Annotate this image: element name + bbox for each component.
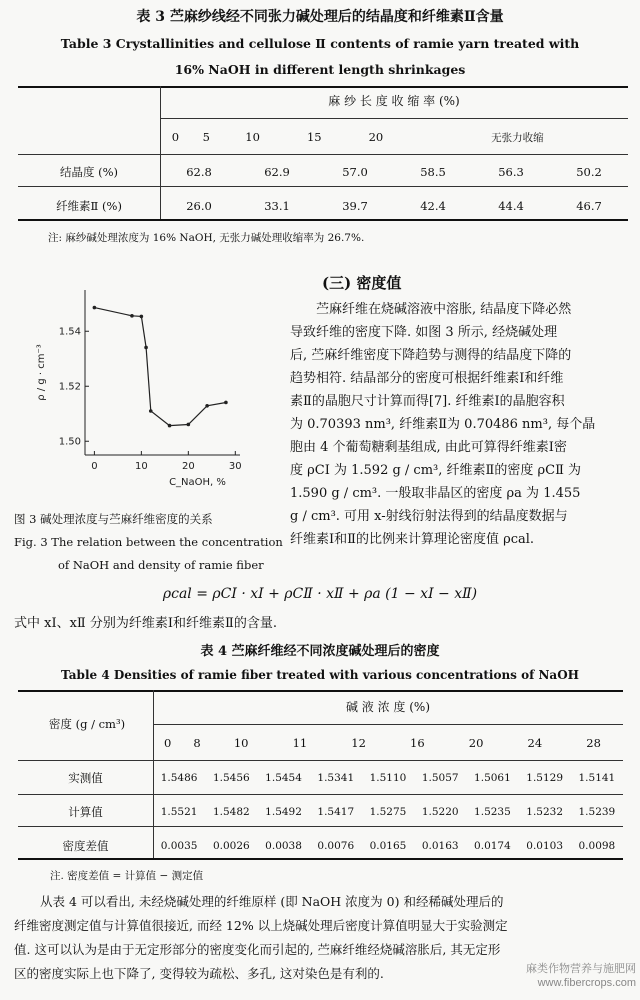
data-point [140, 315, 144, 319]
x-tick-label: 20 [181, 461, 195, 472]
table3-col-header: 20 [368, 130, 384, 144]
table-cell: 1.5235 [474, 806, 511, 818]
watermark-line1: 麻类作物营养与施肥网 [526, 963, 636, 975]
y-axis-label: ρ / g · cm⁻³ [36, 344, 47, 401]
table4-col-header: 20 [468, 736, 484, 750]
table4-title-en: Table 4 Densities of ramie fiber treated with various concentrations of NaOH [61, 668, 579, 682]
table-row [18, 761, 623, 795]
table3-title-en-line1: Table 3 Crystallinities and cellulose Ⅱ contents of ramie yarn treated with [60, 36, 580, 51]
table-cell: 0.0174 [474, 840, 511, 852]
table-cell: 44.4 [498, 199, 524, 213]
table-cell: 1.5492 [265, 806, 302, 818]
body-line: 素Ⅱ的晶胞尺寸计算而得[7]. 纤维素Ⅰ的晶胞容积 [290, 394, 565, 409]
table-cell: 0.0035 [160, 840, 198, 852]
table-cell: 58.5 [420, 165, 446, 179]
y-tick-label: 1.54 [58, 326, 81, 338]
body-line: 1.590 g / cm³. 一般取非晶区的密度 ρa 为 1.455 [290, 486, 581, 501]
table-cell: 42.4 [420, 199, 446, 213]
body-line: 苎麻纤维在烧碱溶液中溶胀, 结晶度下降必然 [316, 302, 572, 317]
table4-row-header: 密度 (g / cm³) [48, 717, 126, 731]
table-cell: 62.8 [186, 165, 212, 179]
data-point [224, 401, 228, 405]
body-line: g / cm³. 可用 x-射线衍射法得到的结晶度数据与 [290, 509, 568, 524]
table3-note: 注: 麻纱碱处理浓度为 16% NaOH, 无张力碱处理收缩率为 26.7%. [48, 232, 365, 244]
table3-group-header: 麻 纱 长 度 收 缩 率 (%) [328, 94, 460, 108]
watermark [512, 962, 636, 990]
table-cell: 0.0098 [578, 840, 616, 852]
table-cell: 46.7 [576, 199, 602, 213]
table-cell: 1.5057 [421, 772, 459, 784]
table3-col-header: 5 [202, 130, 210, 144]
figure3-caption-cn: 图 3 碱处理浓度与苎麻纤维密度的关系 [14, 512, 213, 526]
figure3-caption-en-line1: Fig. 3 The relation between the concentration [14, 535, 283, 549]
figure3-caption [14, 508, 284, 577]
y-tick-label: 1.50 [58, 436, 81, 448]
table-cell: 39.7 [342, 199, 368, 213]
body-line: 纤维素Ⅰ和Ⅱ的比例来计算理论密度值 ρcal. [290, 532, 535, 547]
table-cell: 57.0 [342, 165, 368, 179]
row-label: 结晶度 (%) [59, 165, 119, 179]
row-label: 实测值 [68, 771, 103, 785]
x-tick-label: 30 [228, 461, 242, 472]
data-point [93, 306, 97, 310]
table4-col-header: 11 [292, 736, 308, 750]
table4-header-row [153, 726, 623, 760]
table-cell: 62.9 [264, 165, 290, 179]
table4-col-header: 10 [233, 736, 249, 750]
row-label: 计算值 [68, 805, 103, 819]
table-cell: 1.5521 [160, 806, 198, 818]
table4-col-header: 12 [351, 736, 366, 750]
body-line: 区的密度实际上也下降了, 变得较为疏松、多孔, 这对染色是有利的. [14, 966, 384, 981]
table-cell: 1.5141 [578, 772, 616, 784]
table-cell: 50.2 [576, 165, 602, 179]
table3-col-header: 无张力收缩 [491, 131, 544, 144]
table-cell: 1.5239 [578, 806, 616, 818]
table-cell: 1.5417 [317, 806, 355, 818]
table-cell: 0.0076 [317, 840, 355, 852]
table-cell: 1.5341 [317, 772, 355, 784]
table-cell: 1.5110 [369, 772, 407, 784]
table-cell: 1.5482 [212, 806, 250, 818]
body-line: 从表 4 可以看出, 未经烧碱处理的纤维原样 (即 NaOH 浓度为 0) 和经稀碱处理后的 [40, 894, 504, 909]
x-axis-label: C_NaOH, % [169, 477, 226, 488]
table-cell: 0.0103 [526, 840, 564, 852]
table-cell: 1.5220 [421, 806, 459, 818]
table-row [18, 155, 628, 189]
body-line: 胞由 4 个葡萄糖剩基组成, 由此可算得纤维素Ⅰ密 [290, 440, 567, 455]
table3-title-cn: 表 3 苎麻纱线经不同张力碱处理后的结晶度和纤维素Ⅱ含量 [136, 9, 504, 25]
density-formula: ρcal = ρCⅠ · xⅠ + ρCⅡ · xⅡ + ρa (1 − xⅠ − xⅡ) [162, 586, 478, 602]
table-row [18, 189, 628, 223]
density-series-line [94, 308, 226, 426]
table-row [18, 795, 623, 829]
table4-top-rule [18, 690, 623, 692]
table4-group-header: 碱 液 浓 度 (%) [345, 700, 431, 714]
formula-note: 式中 xⅠ、xⅡ 分别为纤维素Ⅰ和纤维素Ⅱ的含量. [14, 616, 278, 631]
table-cell: 0.0026 [212, 840, 250, 852]
table-row [18, 829, 623, 863]
table4-col-header: 0 [164, 736, 172, 750]
table3-top-rule [18, 86, 628, 88]
table3-col-header: 10 [245, 130, 260, 144]
table-cell: 1.5486 [160, 772, 198, 784]
table-cell: 1.5275 [369, 806, 407, 818]
table3-header-row [160, 120, 628, 154]
table4-col-header: 28 [586, 736, 601, 750]
body-line: 导致纤维的密度下降. 如图 3 所示, 经烧碱处理 [290, 325, 558, 340]
table-cell: 1.5129 [526, 772, 564, 784]
table4-group-rule [153, 724, 623, 725]
table-cell: 56.3 [498, 165, 524, 179]
table-cell: 26.0 [186, 199, 212, 213]
table4-col-header: 8 [193, 736, 201, 750]
body-line: 趋势相符. 结晶部分的密度可根据纤维素Ⅰ和纤维 [290, 371, 564, 386]
row-label: 密度差值 [62, 839, 109, 853]
table4-col-header: 24 [527, 736, 543, 750]
x-tick-label: 10 [134, 461, 148, 472]
table-cell: 1.5061 [474, 772, 511, 784]
table3-col-header: 0 [171, 130, 180, 144]
table4-col-header: 16 [410, 736, 425, 750]
table4-body [18, 761, 623, 863]
data-point [130, 314, 134, 318]
table3-col-header: 15 [306, 130, 322, 144]
table3-body [18, 155, 628, 223]
table4-note: 注. 密度差值 = 计算值 − 测定值 [50, 870, 204, 882]
y-tick-label: 1.52 [58, 381, 81, 393]
figure3-caption-en-line2: of NaOH and density of ramie fiber [58, 558, 264, 572]
data-point [144, 346, 148, 350]
section-heading: (三) 密度值 [322, 274, 402, 292]
watermark-url: www.fibercrops.com [537, 977, 636, 989]
figure3-chart [30, 280, 260, 490]
body-line: 度 ρCⅠ 为 1.592 g / cm³, 纤维素Ⅱ的密度 ρCⅡ 为 [290, 463, 582, 478]
data-point [149, 409, 153, 413]
data-point [205, 404, 209, 408]
table-cell: 1.5454 [265, 772, 302, 784]
body-line: 纤维密度测定值与计算值很接近, 而经 12% 以上烧碱处理后密度计算值明显大于实验测定 [14, 918, 508, 933]
table-cell: 33.1 [264, 199, 290, 213]
table4-title-cn: 表 4 苎麻纤维经不同浓度碱处理后的密度 [200, 644, 440, 659]
body-line: 后, 苎麻纤维密度下降趋势与测得的结晶度下降的 [290, 348, 572, 363]
table-cell: 0.0165 [369, 840, 407, 852]
table3-title-en-line2: 16% NaOH in different length shrinkages [174, 62, 466, 77]
row-label: 纤维素Ⅱ (%) [56, 199, 122, 213]
table-cell: 1.5456 [212, 772, 250, 784]
table3-group-rule [160, 118, 628, 119]
body-paragraph [290, 298, 635, 551]
table-cell: 1.5232 [526, 806, 564, 818]
body-line: 为 0.70393 nm³, 纤维素Ⅱ为 0.70486 nm³, 每个晶 [290, 417, 596, 432]
table-cell: 0.0038 [265, 840, 302, 852]
body-line: 值. 这可以认为是由于无定形部分的密度变化而引起的, 苎麻纤维经烧碱溶胀后, 其无定形 [14, 942, 501, 957]
data-point [187, 423, 191, 427]
x-tick-label: 0 [91, 461, 98, 472]
data-point [168, 424, 172, 428]
table-cell: 0.0163 [421, 840, 459, 852]
